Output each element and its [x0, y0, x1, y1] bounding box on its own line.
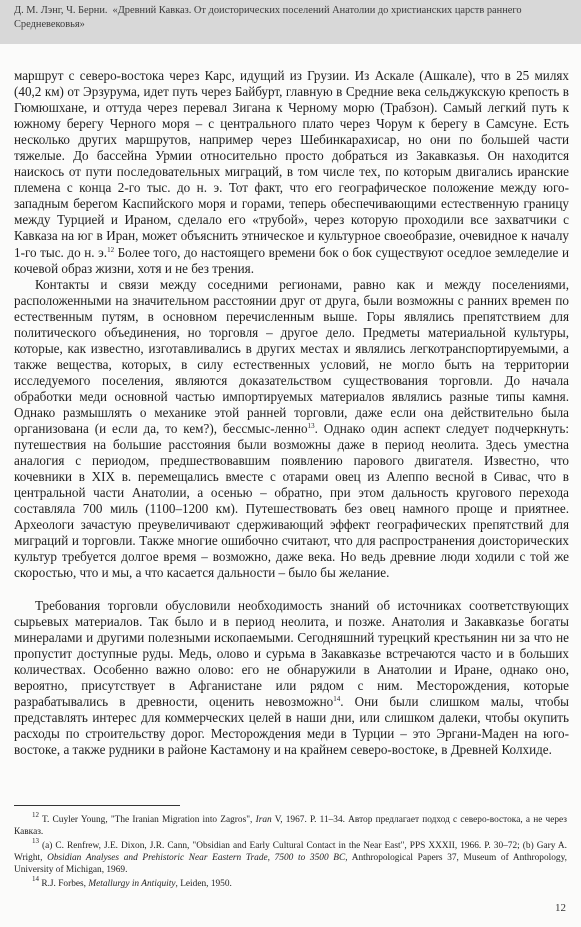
footnote-13	[14, 837, 567, 876]
paragraph-3-text-end: . Они были слишком малы, чтобы представлять интерес для коммерческих целей в наши дни, или слишком далеки, чтобы окупить расходы по строительству дорог. Месторождения меди в Турции – это Эргани-Маден на юго-востоке, а также рудники в районе Кастамону и на крайнем северо-востоке, в Древней Колхиде.	[14, 693, 569, 757]
paragraph-3-text: Требования торговли обусловили необходимость знаний об источниках соответствующих сырьевых материалов. Так было и в период неолита, и позже. Анатолия и Закавказье богаты минералами и другими полезными ископаемыми. Сегодняшний турецкий крестьянин ни за что не пропустит доступные руды. Медь, олово и сурьма в Закавказье встречаются часто и в больших количествах. Особенно важно олово: его не обнаружили в Анатолии и Иране, однако оно, вероятно, присутствует в Афганистане или рядом с ним. Месторождения, которые разрабатывались в древности, оценить невозможно	[14, 597, 569, 709]
footnote-text: , Anthropological Papers 37, Museum of Anthropology, University of Michigan, 1969.	[14, 853, 567, 875]
main-text	[14, 68, 569, 758]
footnote-text: R.J. Forbes,	[39, 879, 89, 889]
footnote-text: (a) C. Renfrew, J.E. Dixon, J.R. Cann, "Obsidian and Early Cultural Contact in the Near East", PPS XXXII, 1966. P. 30–72; (b) Gary A. Wright,	[14, 841, 567, 863]
footnote-text: V, 1967. P. 11–34. Автор предлагает подход с северо-востока, а не через Кавказ.	[14, 815, 567, 837]
footnotes	[14, 811, 567, 892]
page-number: 12	[555, 902, 566, 914]
footnote-number: 13	[32, 837, 39, 845]
paragraph-1-text-end: Более того, до настоящего времени бок о бок существуют оседлое земледелие и кочевой образ жизни, хотя и не без трения.	[14, 244, 569, 276]
footnote-divider	[14, 805, 180, 806]
footnote-ref-13[interactable]: 13	[307, 422, 315, 431]
footnote-number: 14	[32, 875, 39, 883]
footnote-italic: Metallurgy in Antiquity	[88, 879, 176, 889]
footnote-12	[14, 811, 567, 838]
footnote-text: T. Cuyler Young, "The Iranian Migration into Zagros",	[39, 815, 256, 825]
paragraph-3	[14, 598, 569, 758]
footnote-number: 12	[32, 811, 39, 819]
paragraph-1-text: маршрут с северо-востока через Карс, идущий из Грузии. Из Аскале (Ашкале), что в 25 милях (40,2 км) от Эрзурума, идет путь через Байбурт, главную в Средние века сельджукскую крепость в Гюмюшхане, и оттуда через перевал Зигана к Черному морю (Трабзон). Самый легкий путь к южному берегу Черного моря – с центрального плато через Чорум к берегу в Самсуне. Есть несколько других маршрутов, например через Шебинкарахисар, но они по большей части тяжелые. До бассейна Урмии относительно просто добраться из Закавказья. Он находится наискось от пути последовательных миграций, в том числе тех, по которым двигались иранские племена с конца 2-го тыс. до н. э. Тот факт, что его географическое положение между юго-западным берегом Каспийского моря и горами, теперь обеспечивающими естественную границу между Турцией и Ираном, сделало его «трубой», через которую проходили все захватчики с Кавказа на юг в Иран, может объяснить этническое и культурное своеобразие, очевидное к началу 1-го тыс. до н. э.	[14, 68, 569, 260]
header-line-1	[14, 4, 571, 18]
header-book-title: «Древний Кавказ. От доисторических поселений Анатолии до христианских царств раннего	[112, 5, 522, 16]
header-line-2: Средневековья»	[14, 19, 85, 30]
paragraph-2-text-end: . Однако один аспект следует подчеркнуть: путешествия на большие расстояния были возможны даже в период неолита. Здесь уместна аналогия с периодом, предшествовавшим появлению парового двигателя. Известно, что кочевники в XIX в. перемещались вместе с отарами овец из Алеппо весной в Сивас, что в центральной части Анатолии, а осенью – обратно, при этом дальность кругового перехода составляла 700 миль (1100–1200 км). Путешествовать без овец намного проще и приятнее. Археологи зачастую преувеличивают сдерживающий эффект географических препятствий для миграций и торговли. Также многие ошибочно считают, что для распространения доисторических культур требуется долгое время – возможно, даже века. Но ведь древние люди ходили с той же скоростью, что и мы, а что касается дальности – было бы желание.	[14, 421, 569, 581]
footnote-italic: Iran	[255, 815, 272, 825]
footnote-14	[14, 875, 567, 890]
header-authors: Д. М. Лэнг, Ч. Берни.	[14, 5, 108, 16]
footnote-ref-12[interactable]: 12	[107, 245, 115, 254]
paragraph-2-text: Контакты и связи между соседними регионами, равно как и между поселениями, расположенными на значительном расстоянии друг от друга, были возможны с ранних времен по естественным путям, в основном перечисленным выше. Горы являлись препятствием для политического объединения, но торговля – другое дело. Предметы материальной культуры, которые, как известно, изготавливались в других местах и являлись легкотранспортируемыми, а также вещества, которых, в силу естественных условий, не могло быть на территории исследуемого поселения, являются доказательством существования торговли. До начала обработки меди основной частью импортируемых материалов являлись разные типы камня. Однако размышлять о механике этой ранней торговли, даже если она действительно была организована (и если да, то кем?), бессмыс-ленно	[14, 276, 569, 437]
paragraph-gap	[14, 582, 569, 598]
page-header	[0, 0, 581, 44]
footnote-text: , Leiden, 1950.	[175, 879, 232, 889]
footnote-ref-14[interactable]: 14	[333, 694, 341, 703]
paragraph-2	[14, 277, 569, 582]
paragraph-1	[14, 68, 569, 277]
footnote-italic: Obsidian Analyses and Prehistoric Near Eastern Trade, 7500 to 3500 BC	[47, 853, 346, 863]
